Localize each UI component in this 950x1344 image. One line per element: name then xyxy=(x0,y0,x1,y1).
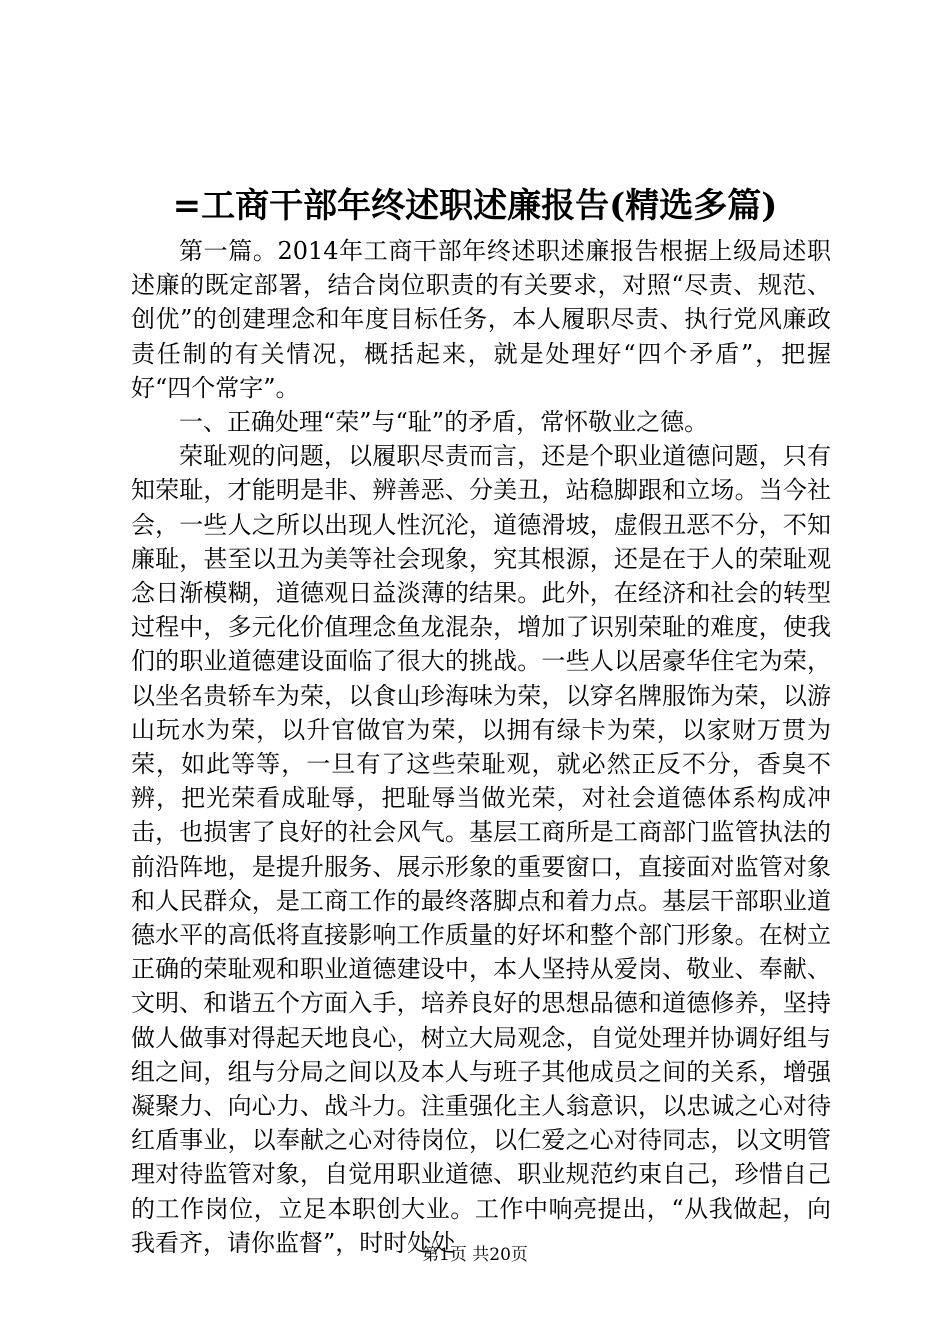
paragraph-section-heading: 一、正确处理“荣”与“耻”的矛盾，常怀敬业之德。 xyxy=(179,408,709,437)
document-body xyxy=(131,234,831,1260)
document-title: =工商干部年终述职述廉报告(精选多篇) xyxy=(172,186,778,226)
page-footer: 第1页 共20页 xyxy=(422,1245,528,1265)
paragraph-intro: 第一篇。2014年工商干部年终述职述廉报告根据上级局述职述廉的既定部署，结合岗位职责的有关要求，对照“尽责、规范、创优”的创建理念和年度目标任务，本人履职尽责、执行党风廉政责任制的有关情况，概括起来，就是处理好“四个矛盾”，把握好“四个常字”。 xyxy=(131,237,831,402)
paragraph-body: 荣耻观的问题，以履职尽责而言，还是个职业道德问题，只有知荣耻，才能明是非、辨善恶、分美丑，站稳脚跟和立场。当今社会，一些人之所以出现人性沉沦，道德滑坡，虚假丑恶不分，不知廉耻，甚至以丑为美等社会现象，究其根源，还是在于人的荣耻观念日渐模糊，道德观日益淡薄的结果。此外，在经济和社会的转型过程中，多元化价值理念鱼龙混杂，增加了识别荣耻的难度，使我们的职业道德建设面临了很大的挑战。一些人以居豪华住宅为荣，以坐名贵轿车为荣，以食山珍海味为荣，以穿名牌服饰为荣，以游山玩水为荣，以升官做官为荣，以拥有绿卡为荣，以家财万贯为荣，如此等等，一旦有了这些荣耻观，就必然正反不分，香臭不辨，把光荣看成耻辱，把耻辱当做光荣，对社会道德体系构成冲击，也损害了良好的社会风气。基层工商所是工商部门监管执法的前沿阵地，是提升服务、展示形象的重要窗口，直接面对监管对象和人民群众，是工商工作的最终落脚点和着力点。基层干部职业道德水平的高低将直接影响工作质量的好坏和整个部门形象。在树立正确的荣耻观和职业道德建设中，本人坚持从爱岗、敬业、奉献、文明、和谐五个方面入手，培养良好的思想品德和道德修养，坚持做人做事对得起天地良心，树立大局观念，自觉处理并协调好组与组之间，组与分局之间以及本人与班子其他成员之间的关系，增强凝聚力、向心力、战斗力。注重强化主人翁意识，以忠诚之心对待红盾事业，以奉献之心对待岗位，以仁爱之心对待同志，以文明管理对待监管对象，自觉用职业道德、职业规范约束自己，珍惜自己的工作岗位，立足本职创大业。工作中响亮提出，“从我做起，向我看齐，请你监督”，时时处处 xyxy=(131,442,831,1257)
